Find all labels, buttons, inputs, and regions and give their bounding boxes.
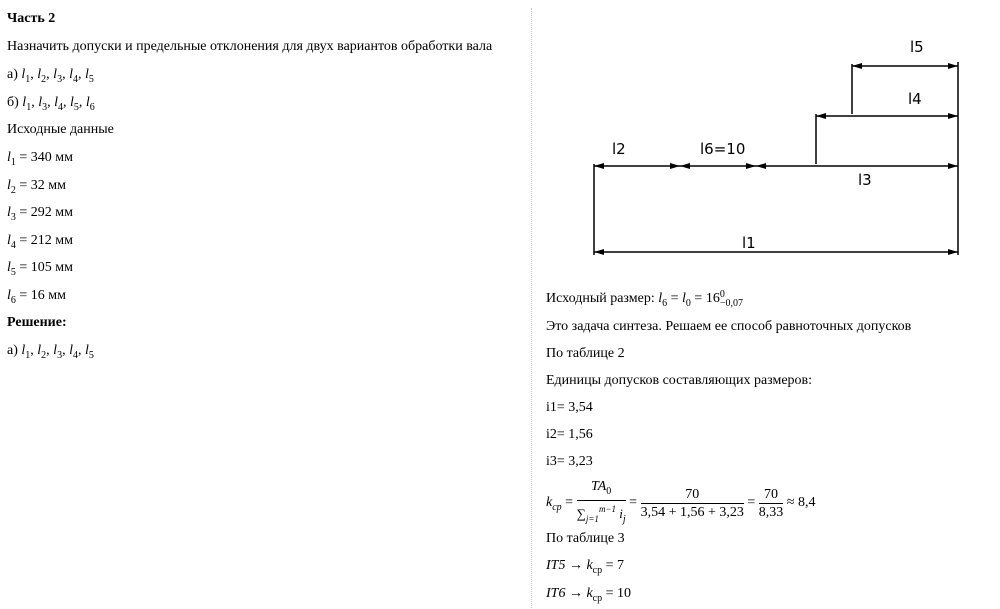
value-text: = 32 мм [15, 177, 67, 193]
chain-symbol: l [85, 95, 90, 110]
label-l6: l6=10 [700, 140, 746, 158]
it5-line: $IT5 \to k_{cp} = 7$ [546, 558, 625, 576]
label-l2: l2 [612, 140, 626, 158]
value-text: = 105 мм [15, 260, 74, 276]
value-text: = 16 мм [15, 288, 67, 303]
it6-line: $IT6 \to k_{cp} = 10$ [546, 586, 632, 604]
chain-index: 1 [25, 74, 31, 85]
part-title: Часть 2 [7, 11, 56, 26]
table3-ref: По таблице 3 [546, 531, 625, 546]
it6-value: = 10 [605, 586, 632, 601]
chain-index: 3 [57, 350, 63, 361]
solution-a-line [7, 342, 94, 365]
kcp-frac2-num: 70 [641, 486, 744, 504]
chain-index: 1 [26, 102, 32, 113]
chain-symbol: l [54, 95, 58, 110]
table2-ref: По таблице 2 [546, 346, 625, 361]
initial-value-row: $l_6 = 16$ мм [7, 288, 67, 306]
chain-symbol: l [84, 343, 89, 358]
chain-symbol: l [53, 343, 58, 358]
value-text: = 292 мм [15, 205, 74, 221]
it6-label: IT6 [546, 586, 566, 601]
initial-value-row: $l_4 = 212$ мм [7, 232, 74, 251]
chain-index: 1 [25, 350, 31, 361]
initial-data-label: Исходные данные [7, 122, 114, 137]
variant-b-chain: $l_1$, $l_3$, $l_4$, $l_5$, $l_6$ [22, 95, 95, 113]
it5-label: IT5 [546, 558, 566, 573]
label-l1: l1 [742, 234, 756, 252]
chain-symbol: l [69, 343, 73, 358]
dimension-chain-drawing [580, 30, 980, 270]
value-text: = 340 мм [15, 150, 74, 165]
task-statement: Назначить допуски и предельные отклонения для двух вариантов обработки вала [7, 39, 493, 54]
chain-symbol: l [37, 67, 42, 82]
variant-a-line [7, 66, 94, 89]
chain-index: 5 [88, 350, 94, 361]
value-text: = 212 мм [15, 232, 74, 248]
label-l3: l3 [858, 171, 872, 189]
source-size-upper: 0 [719, 289, 725, 300]
kcp-frac1-num: TA [590, 479, 607, 494]
label-l5: l5 [910, 38, 924, 56]
value-index: 1 [10, 157, 16, 168]
value-index: 3 [10, 212, 16, 224]
chain-symbol: l [53, 67, 58, 82]
kcp-frac2-den: 3,54 + 1,56 + 3,23 [640, 504, 744, 520]
source-size-label: Исходный размер: [546, 291, 655, 307]
value-index: 5 [10, 267, 16, 279]
variant-a-chain: $l_1$, $l_2$, $l_3$, $l_4$, $l_5$ [21, 67, 94, 85]
chain-index: 3 [57, 74, 63, 85]
chain-symbol: l [38, 95, 43, 110]
chain-symbol: l [22, 95, 27, 110]
initial-value-row: $l_2 = 32$ мм [7, 177, 67, 196]
label-l4: l4 [908, 90, 922, 108]
kcp-frac3-num: 70 [759, 486, 784, 504]
value-index: 4 [10, 239, 16, 251]
chain-index: 4 [57, 102, 63, 113]
kcp-result: ≈ 8,4 [786, 495, 816, 511]
i1-value: i1= 3,54 [546, 400, 593, 415]
it5-value: = 7 [605, 558, 625, 573]
initial-value-row: $l_5 = 105$ мм [7, 260, 74, 279]
kcp-fraction-3 [759, 486, 784, 521]
value-index: 2 [10, 184, 16, 196]
variant-b-prefix: б) [7, 95, 19, 110]
i2-value: i2= 1,56 [546, 427, 593, 442]
variant-b-line [7, 94, 95, 117]
initial-value-row: $l_3 = 292$ мм [7, 205, 74, 224]
chain-index: 5 [73, 102, 79, 113]
chain-index: 3 [42, 102, 48, 113]
chain-index: 2 [41, 350, 47, 361]
synthesis-text: Это задача синтеза. Решаем ее способ равноточных допусков [546, 319, 912, 334]
kcp-fraction-1: $\frac{TA_0}{\sum_{j=1}^{m-1} i_j}$ [576, 479, 626, 525]
variant-a-prefix: а) [7, 67, 18, 82]
chain-symbol: l [69, 95, 74, 110]
solution-a-prefix: а) [7, 343, 18, 358]
kcp-fraction-2 [641, 486, 744, 521]
units-label: Единицы допусков составляющих размеров: [546, 373, 813, 388]
column-divider [531, 8, 532, 608]
initial-value-row: $l_1 = 340$ мм [7, 150, 74, 168]
chain-index: 4 [72, 350, 78, 361]
i3-value: i3= 3,23 [546, 454, 593, 469]
chain-symbol: l [21, 343, 26, 358]
source-size-lower: −0,07 [719, 298, 743, 309]
value-index: 6 [10, 295, 16, 306]
chain-index: 6 [89, 102, 95, 113]
chain-index: 4 [72, 74, 78, 85]
chain-symbol: l [37, 343, 42, 358]
chain-symbol: l [21, 67, 26, 82]
kcp-formula: $k_{cp}$ = $\frac{TA_0}{\sum_{j=1}^{m-1} i_j}$ = $\frac{70}{3,54 + 1,56 + 3,23}$ = $\frac{70}{8,33}$ ≈ 8,4 [546, 478, 815, 528]
chain-index: 2 [41, 74, 47, 85]
chain-symbol: l [84, 67, 89, 82]
source-size-line: Исходный размер: $l_6 = l_0 = 16$ 0 −0,07 [546, 289, 743, 310]
solution-a-chain: $l_1$, $l_2$, $l_3$, $l_4$, $l_5$ [21, 343, 94, 361]
kcp-frac3-den: 8,33 [758, 504, 784, 520]
source-size-value: 16 [705, 291, 720, 307]
chain-symbol: l [69, 67, 73, 82]
solution-label: Решение: [7, 315, 67, 330]
chain-index: 5 [88, 74, 94, 85]
